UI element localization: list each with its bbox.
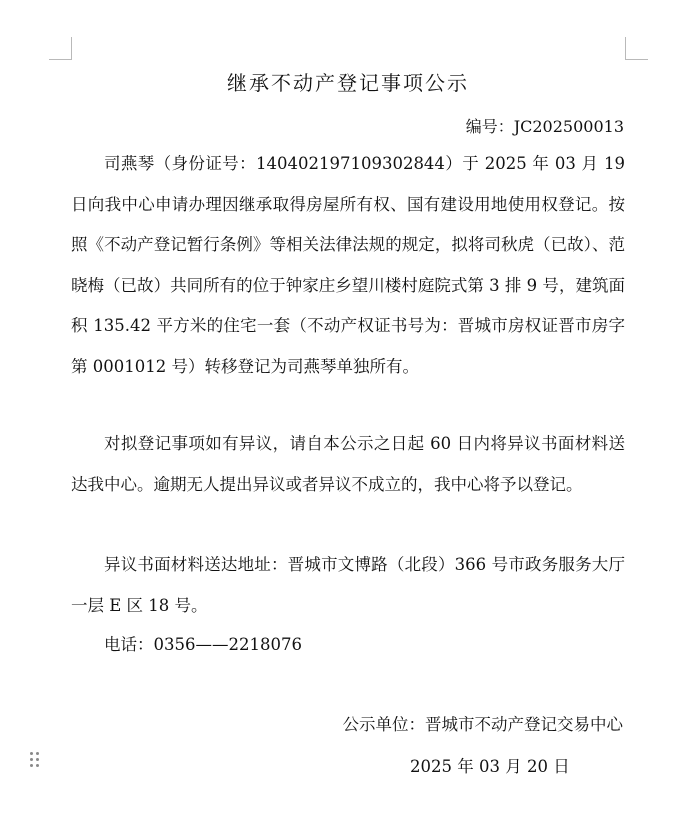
phone-line: 电话：0356——2218076 <box>104 635 302 654</box>
body-paragraph-1: 司燕琴（身份证号：140402197109302844）于 2025 年 03 月 19 日向我中心申请办理因继承取得房屋所有权、国有建设用地使用权登记。按照《不动产登记暂行条例》等相关法律法规的规定，拟将司秋虎（已故）、范晓梅（已故）共同所有的位于钟家庄乡望川楼村庭院式第 3 排 9 号，建筑面积 135.42 平方米的住宅一套（不动产权证书号为：晋城市房权证晋市房字第 0001012 号）转移登记为司燕琴单独所有。 <box>71 154 625 376</box>
crop-mark-top-right <box>625 37 648 60</box>
drag-handle-icon[interactable] <box>29 752 41 768</box>
serial-number: 编号：JC202500013 <box>465 117 624 136</box>
publisher-signature: 公示单位：晋城市不动产登记交易中心 <box>342 715 623 734</box>
document-title: 继承不动产登记事项公示 <box>227 71 469 95</box>
body-paragraph-2: 对拟登记事项如有异议，请自本公示之日起 60 日内将异议书面材料送达我中心。逾期无人提出异议或者异议不成立的，我中心将予以登记。 <box>71 434 625 494</box>
crop-mark-top-left <box>49 37 72 60</box>
body-paragraph-3: 异议书面材料送达地址：晋城市文博路（北段）366 号市政务服务大厅一层 E 区 18 号。 <box>71 555 625 615</box>
publish-date: 2025 年 03 月 20 日 <box>410 757 570 776</box>
